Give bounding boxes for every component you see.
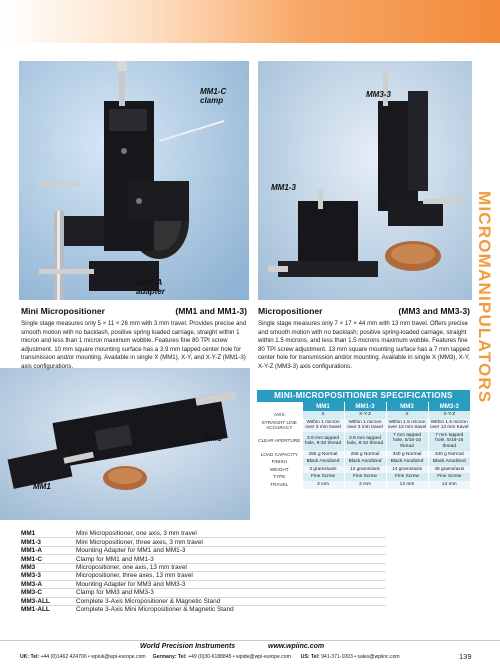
spec-cell: 14 grams/axis [386,466,428,474]
spec-cell: AXIS [257,411,302,419]
spec-cell: 255 g Normal [302,451,344,459]
part-description: Complete 3-Axis Mini Micropositioner & Magnetic Stand [76,606,234,614]
footer-contacts [20,654,400,660]
footer-de-contact: +49 (0)30-6188845 • wpide@wpi-europe.com [188,654,291,660]
part-number: MM3-A [21,580,42,588]
part-description: Clamp for MM3 and MM3-3 [76,589,154,597]
spec-cell: 12 grams/axis [344,466,386,474]
part-description: Mini Micropositioner, three axes, 3 mm travel [76,538,203,546]
callout-mm3: MM3 [204,434,222,443]
spec-cell: Fine Screw [386,473,428,481]
part-number: MM3 [21,563,36,571]
part-number: MM3-C [21,589,42,597]
spec-row [257,466,470,474]
spec-cell: 48 grams/axis [428,466,470,474]
spec-cell: 7 mm tapped hole, 5/16-16 thread [386,432,428,451]
spec-cell: Within 1.5 micron over 13 mm travel [387,419,427,431]
part-number: MM1-A [21,547,42,555]
spec-cell: Fine Screw [344,473,386,481]
spec-header-row [257,402,470,411]
part-description: Complete 3-Axis Micropositioner & Magnetic Stand [76,597,221,605]
page-number: 139 [459,652,472,661]
micropositioner-photo [258,61,472,300]
footer-uk-contact: +44 (0)1462 424700 • wpiuk@wpi-europe.com [40,654,146,660]
part-description: Mounting Adapter for MM1 and MM1-3 [76,547,186,555]
callout-mm1-3: MM1-3 [271,183,296,192]
mm3-mm1-photo [0,368,250,520]
spec-row [257,458,470,466]
spec-cell: Fine Screw [302,473,344,481]
spec-cell: Black Anodized [386,458,428,466]
part-row [21,546,386,554]
spec-row [257,473,470,481]
spec-cell: Black Anodized [344,458,386,466]
spec-cell: 3.9 mm tapped hole, 8-32 thread [302,432,344,451]
part-row [21,563,386,571]
product-description: Single stage measures only 5 × 11 × 26 mm with 3 mm travel. Provides precise and smooth motion with no backlash, positive spring loaded carriage, straight within 1 micron and less than 1 micron maximum wobble. Features fine 80 TPI screw adjustment. 10 mm square mounting surface has a 3.9 mm tapped center hole for transmission and/or mounting. Available in single X (MM1), X-Y, and X-Y-Z (MM1-3) axis configurations. [21,320,247,370]
footer-us-label: US: Tel: [300,654,320,660]
part-row [21,554,386,562]
spec-cell: Fine Screw [428,473,470,481]
spec-cell: LOAD CAPACITY [257,451,302,459]
spec-row [257,411,470,419]
product-name: Mini Micropositioner [21,306,106,316]
part-number: MM1 [21,529,36,537]
part-row [21,597,386,605]
footer-website: www.wpiinc.com [268,643,325,650]
spec-cell: 3.9 mm tapped hole, 8-32 thread [344,432,386,451]
spec-cell: Within 1 micron over 3 mm travel [302,419,344,432]
product-block-standard [258,306,470,371]
footer-uk-label: UK: Tel: [20,654,40,660]
part-number: MM3-ALL [21,597,50,605]
spec-col-header: MM1-3 [344,402,386,411]
part-number: MM1-ALL [21,606,50,614]
spec-cell: TRAVEL [257,481,302,489]
spec-cell: 3 grams/axis [302,466,344,474]
spec-cell: TYPE [257,473,302,481]
spec-cell: 340 g Normal [428,451,470,459]
spec-table-title: MINI-MICROPOSITIONER SPECIFICATIONS [257,390,470,402]
specifications-table [257,390,470,489]
part-row [21,529,386,537]
product-models: (MM1 and MM1-3) [175,306,247,316]
spec-row [257,451,470,459]
product-block-mini [21,306,247,371]
part-row [21,605,386,613]
section-side-title: MICROMANIPULATORS [475,191,494,404]
part-number: MM1-C [21,555,42,563]
part-description: Micropositioner, one axis, 13 mm travel [76,563,187,571]
footer-divider [0,640,500,641]
part-row [21,537,386,545]
spec-cell: Within 1 micron over 3 mm travel [344,419,386,432]
spec-cell: STRAIGHT LINE ACCURACY [257,419,302,432]
part-description: Mini Micropositioner, one axis, 3 mm travel [76,529,197,537]
spec-cell: 13 mm [386,481,428,489]
spec-cell: WEIGHT [257,466,302,474]
product-models: (MM3 and MM3-3) [398,306,470,316]
spec-cell: 13 mm [428,481,470,489]
part-number-list [21,529,386,613]
spec-cell: FINISH [257,458,302,466]
spec-cell: Black Anodized [428,458,470,466]
spec-cell: X [386,411,428,419]
spec-cell: 3 mm [344,481,386,489]
footer-de-label: Germany: Tel: [152,654,187,660]
callout-mm1-a: MM1-A adapter [136,278,165,296]
product-description: Single stage measures only 7 × 17 × 44 mm with 13 mm travel. Offers precise and smooth motion with no backlash; positive spring-loaded carriage, straight within 1.5 microns, and less than 1.5 microns maximum wobble. Features fine 80 TPI screw adjustment. 13 mm square mounting surface has a 7 mm tapped center hole for transmission and/or mounting. Available in single X (MM3), X-Y, X-Y-Z (MM3-3) axis configurations. [258,320,470,370]
part-number: MM1-3 [21,538,41,546]
part-number: MM3-3 [21,572,41,580]
spec-cell: Within 1.5 micron over 13 mm travel [428,419,470,432]
callout-mm1-c: MM1-C clamp [200,87,227,105]
product-name: Micropositioner [258,306,323,316]
part-description: Micropositioner, three axes, 13 mm travel [76,572,193,580]
spec-row [257,419,470,432]
spec-cell: 255 g Normal [344,451,386,459]
header-gradient-bar [0,0,500,43]
callout-mm3-3: MM3-3 [366,90,391,99]
footer-company-name: World Precision Instruments [140,643,236,650]
part-row [21,580,386,588]
spec-col-header [257,402,302,411]
spec-cell: 7 mm tapped hole, 5/16-16 thread [428,432,470,451]
part-row [21,588,386,596]
spec-cell: 340 g Normal [386,451,428,459]
part-description: Mounting Adapter for MM3 and MM3-3 [76,580,186,588]
spec-cell: 3 mm [302,481,344,489]
spec-cell: CLEAR APERTURE [257,432,302,451]
spec-cell: X-Y-Z [344,411,386,419]
spec-cell: X-Y-Z [428,411,470,419]
part-description: Clamp for MM1 and MM1-3 [76,555,154,563]
spec-col-header: MM1 [302,402,344,411]
spec-cell: Black Anodized [302,458,344,466]
spec-row [257,481,470,489]
part-row [21,571,386,579]
spec-cell: X [302,411,344,419]
callout-mm1: MM1 [33,482,51,491]
spec-col-header: MM3 [386,402,428,411]
footer-us-contact: 941-371-1003 • sales@wpiinc.com [321,654,400,660]
spec-row [257,432,470,451]
spec-col-header: MM3-3 [428,402,470,411]
